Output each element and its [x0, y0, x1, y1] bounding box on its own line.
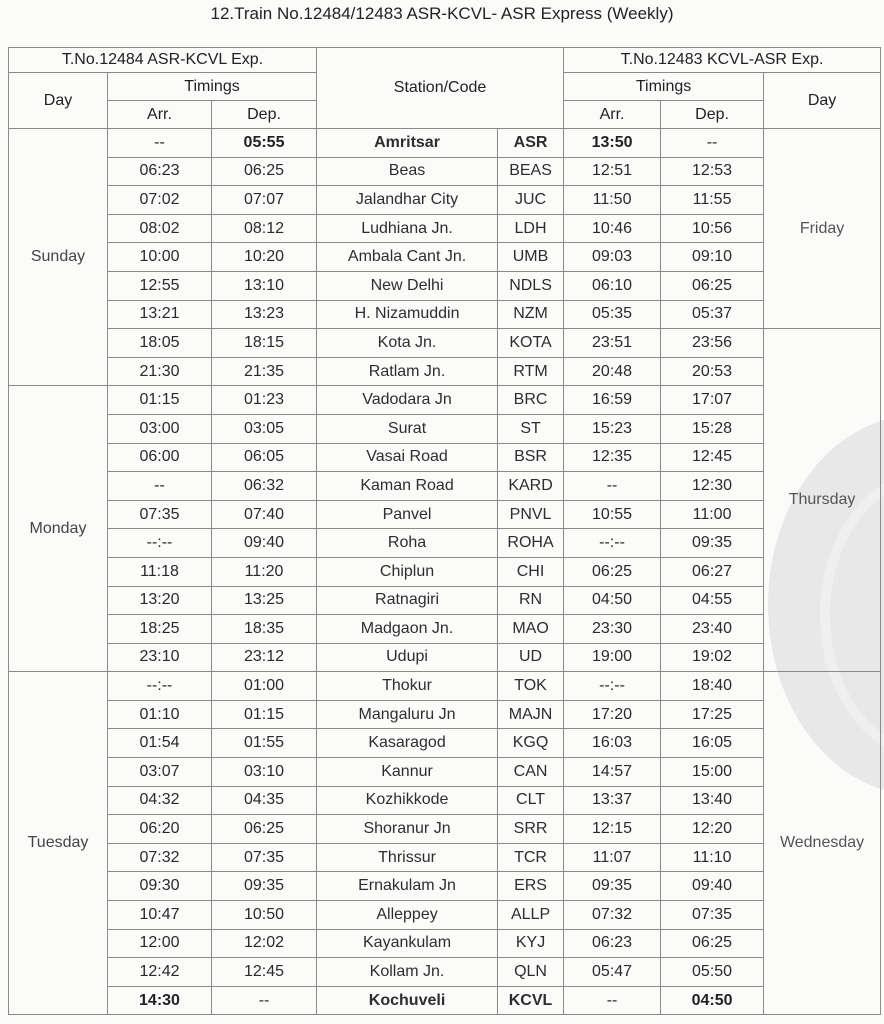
left-departure-time: 21:35 [212, 357, 317, 386]
station-code: KOTA [498, 329, 564, 358]
left-arrival-time: 01:15 [108, 386, 212, 415]
table-row [9, 586, 881, 615]
station-name: Roha [317, 529, 498, 558]
left-arrival-time: 07:35 [108, 500, 212, 529]
station-name: New Delhi [317, 271, 498, 300]
station-name: Kayankulam [317, 929, 498, 958]
table-row [9, 357, 881, 386]
station-code: UMB [498, 243, 564, 272]
left-departure-time: 07:40 [212, 500, 317, 529]
left-arrival-time: 06:00 [108, 443, 212, 472]
right-departure-time: 06:25 [661, 929, 764, 958]
table-row [9, 643, 881, 672]
right-arrival-time: 11:07 [564, 843, 661, 872]
left-arrival-time: 10:47 [108, 901, 212, 930]
left-departure-time: 18:35 [212, 615, 317, 644]
right-arrival-time: 17:20 [564, 700, 661, 729]
left-timings-header: Timings [108, 73, 317, 101]
left-arrival-time: 07:02 [108, 186, 212, 215]
right-day-header: Day [764, 73, 881, 129]
left-arrival-time: 21:30 [108, 357, 212, 386]
table-row [9, 500, 881, 529]
right-departure-time: 23:56 [661, 329, 764, 358]
left-departure-time: 06:25 [212, 157, 317, 186]
left-day-cell: Tuesday [9, 672, 108, 1015]
station-code: ROHA [498, 529, 564, 558]
station-code: ALLP [498, 901, 564, 930]
left-departure-time: 09:40 [212, 529, 317, 558]
left-departure-time: 07:07 [212, 186, 317, 215]
station-code: BSR [498, 443, 564, 472]
right-departure-time: 17:07 [661, 386, 764, 415]
right-departure-time: -- [661, 129, 764, 158]
right-arrival-time: 12:51 [564, 157, 661, 186]
station-code: KARD [498, 472, 564, 501]
right-arrival-time: 06:25 [564, 557, 661, 586]
left-day-cell: Sunday [9, 129, 108, 386]
right-departure-time: 19:02 [661, 643, 764, 672]
right-arrival-time: 09:03 [564, 243, 661, 272]
right-departure-time: 04:55 [661, 586, 764, 615]
left-arrival-time: 03:07 [108, 758, 212, 787]
left-departure-time: 03:10 [212, 758, 317, 787]
left-dep-header: Dep. [212, 101, 317, 129]
right-departure-time: 12:45 [661, 443, 764, 472]
left-departure-time: 03:05 [212, 414, 317, 443]
table-row [9, 929, 881, 958]
left-departure-time: 01:55 [212, 729, 317, 758]
station-name: Madgaon Jn. [317, 615, 498, 644]
left-departure-time: 13:25 [212, 586, 317, 615]
station-name: Ambala Cant Jn. [317, 243, 498, 272]
right-arrival-time: 07:32 [564, 901, 661, 930]
right-dep-header: Dep. [661, 101, 764, 129]
station-code-header: Station/Code [317, 48, 564, 129]
station-name: Ludhiana Jn. [317, 214, 498, 243]
left-arrival-time: 13:20 [108, 586, 212, 615]
left-arrival-time: 06:23 [108, 157, 212, 186]
left-departure-time: 08:12 [212, 214, 317, 243]
right-arrival-time: 05:47 [564, 958, 661, 987]
page-title: 12.Train No.12484/12483 ASR-KCVL- ASR Express (Weekly) [210, 4, 674, 23]
right-departure-time: 13:40 [661, 786, 764, 815]
table-row [9, 329, 881, 358]
right-arrival-time: 13:37 [564, 786, 661, 815]
table-row [9, 271, 881, 300]
right-departure-time: 11:10 [661, 843, 764, 872]
right-departure-time: 09:35 [661, 529, 764, 558]
station-code: TOK [498, 672, 564, 701]
left-arrival-time: 03:00 [108, 414, 212, 443]
right-arrival-time: 04:50 [564, 586, 661, 615]
station-name: Panvel [317, 500, 498, 529]
right-departure-time: 15:00 [661, 758, 764, 787]
table-row [9, 157, 881, 186]
right-departure-time: 15:28 [661, 414, 764, 443]
station-name: Amritsar [317, 129, 498, 158]
right-departure-time: 05:37 [661, 300, 764, 329]
right-day-cell: Thursday [764, 329, 881, 672]
station-name: Kaman Road [317, 472, 498, 501]
station-code: QLN [498, 958, 564, 987]
left-arrival-time: --:-- [108, 529, 212, 558]
station-name: H. Nizamuddin [317, 300, 498, 329]
table-row [9, 414, 881, 443]
left-arrival-time: 06:20 [108, 815, 212, 844]
station-code: NZM [498, 300, 564, 329]
left-departure-time: 10:20 [212, 243, 317, 272]
left-arrival-time: 10:00 [108, 243, 212, 272]
table-row [9, 700, 881, 729]
station-name: Vasai Road [317, 443, 498, 472]
left-departure-time: 12:02 [212, 929, 317, 958]
right-departure-time: 11:55 [661, 186, 764, 215]
table-row [9, 758, 881, 787]
right-arr-header: Arr. [564, 101, 661, 129]
left-arrival-time: 07:32 [108, 843, 212, 872]
left-arrival-time: 14:30 [108, 986, 212, 1015]
left-departure-time: 09:35 [212, 872, 317, 901]
right-arrival-time: 11:50 [564, 186, 661, 215]
timetable [8, 47, 881, 1015]
station-code: ERS [498, 872, 564, 901]
station-name: Udupi [317, 643, 498, 672]
station-code: TCR [498, 843, 564, 872]
left-departure-time: 11:20 [212, 557, 317, 586]
left-departure-time: 13:23 [212, 300, 317, 329]
left-arrival-time: 12:42 [108, 958, 212, 987]
station-name: Thokur [317, 672, 498, 701]
right-arrival-time: -- [564, 472, 661, 501]
table-row [9, 300, 881, 329]
left-departure-time: 05:55 [212, 129, 317, 158]
left-arrival-time: --:-- [108, 672, 212, 701]
station-code: BEAS [498, 157, 564, 186]
left-arrival-time: 01:10 [108, 700, 212, 729]
right-arrival-time: 10:46 [564, 214, 661, 243]
right-timings-header: Timings [564, 73, 764, 101]
station-code: KGQ [498, 729, 564, 758]
left-departure-time: 10:50 [212, 901, 317, 930]
table-row [9, 986, 881, 1015]
right-arrival-time: 05:35 [564, 300, 661, 329]
right-departure-time: 23:40 [661, 615, 764, 644]
left-arrival-time: 11:18 [108, 557, 212, 586]
right-arrival-time: --:-- [564, 672, 661, 701]
right-arrival-time: 16:59 [564, 386, 661, 415]
left-departure-time: 06:05 [212, 443, 317, 472]
station-name: Jalandhar City [317, 186, 498, 215]
right-day-cell: Friday [764, 129, 881, 329]
left-departure-time: 06:25 [212, 815, 317, 844]
right-arrival-time: 14:57 [564, 758, 661, 787]
station-code: RTM [498, 357, 564, 386]
right-day-cell: Wednesday [764, 672, 881, 1015]
station-name: Shoranur Jn [317, 815, 498, 844]
station-name: Surat [317, 414, 498, 443]
right-departure-time: 12:20 [661, 815, 764, 844]
right-arrival-time: 16:03 [564, 729, 661, 758]
right-departure-time: 17:25 [661, 700, 764, 729]
table-row [9, 872, 881, 901]
left-arrival-time: 12:00 [108, 929, 212, 958]
left-departure-time: 01:23 [212, 386, 317, 415]
right-departure-time: 12:30 [661, 472, 764, 501]
station-code: MAJN [498, 700, 564, 729]
station-code: LDH [498, 214, 564, 243]
table-row [9, 786, 881, 815]
station-name: Beas [317, 157, 498, 186]
right-arrival-time: 12:35 [564, 443, 661, 472]
table-row [9, 529, 881, 558]
station-name: Chiplun [317, 557, 498, 586]
left-arrival-time: 13:21 [108, 300, 212, 329]
right-departure-time: 09:10 [661, 243, 764, 272]
right-arrival-time: 06:10 [564, 271, 661, 300]
station-name: Kozhikkode [317, 786, 498, 815]
table-row [9, 557, 881, 586]
station-code: NDLS [498, 271, 564, 300]
left-arrival-time: 23:10 [108, 643, 212, 672]
right-arrival-time: 06:23 [564, 929, 661, 958]
right-arrival-time: 10:55 [564, 500, 661, 529]
station-code: CLT [498, 786, 564, 815]
station-code: PNVL [498, 500, 564, 529]
right-departure-time: 09:40 [661, 872, 764, 901]
station-code: CAN [498, 758, 564, 787]
station-code: SRR [498, 815, 564, 844]
right-arrival-time: 23:30 [564, 615, 661, 644]
left-departure-time: 01:00 [212, 672, 317, 701]
right-arrival-time: 13:50 [564, 129, 661, 158]
right-arrival-time: 19:00 [564, 643, 661, 672]
left-arrival-time: 08:02 [108, 214, 212, 243]
station-name: Vadodara Jn [317, 386, 498, 415]
right-arrival-time: 12:15 [564, 815, 661, 844]
station-code: KYJ [498, 929, 564, 958]
table-row [9, 443, 881, 472]
table-row [9, 472, 881, 501]
station-name: Ernakulam Jn [317, 872, 498, 901]
station-code: ASR [498, 129, 564, 158]
left-departure-time: 01:15 [212, 700, 317, 729]
left-day-cell: Monday [9, 386, 108, 672]
left-arrival-time: 09:30 [108, 872, 212, 901]
station-name: Thrissur [317, 843, 498, 872]
station-code: KCVL [498, 986, 564, 1015]
station-name: Kota Jn. [317, 329, 498, 358]
station-name: Kasaragod [317, 729, 498, 758]
table-row [9, 672, 881, 701]
left-day-header: Day [9, 73, 108, 129]
left-arrival-time: 18:05 [108, 329, 212, 358]
table-row [9, 243, 881, 272]
left-train-header: T.No.12484 ASR-KCVL Exp. [9, 48, 317, 73]
left-arrival-time: 04:32 [108, 786, 212, 815]
station-code: ST [498, 414, 564, 443]
right-departure-time: 05:50 [661, 958, 764, 987]
table-row [9, 129, 881, 158]
station-name: Kochuveli [317, 986, 498, 1015]
right-departure-time: 12:53 [661, 157, 764, 186]
left-departure-time: 23:12 [212, 643, 317, 672]
station-code: MAO [498, 615, 564, 644]
station-name: Ratlam Jn. [317, 357, 498, 386]
left-departure-time: -- [212, 986, 317, 1015]
left-departure-time: 13:10 [212, 271, 317, 300]
station-code: UD [498, 643, 564, 672]
right-train-header: T.No.12483 KCVL-ASR Exp. [564, 48, 881, 73]
station-name: Mangaluru Jn [317, 700, 498, 729]
left-arrival-time: 12:55 [108, 271, 212, 300]
table-row [9, 958, 881, 987]
station-name: Alleppey [317, 901, 498, 930]
right-arrival-time: 20:48 [564, 357, 661, 386]
station-code: BRC [498, 386, 564, 415]
left-arrival-time: 01:54 [108, 729, 212, 758]
right-departure-time: 11:00 [661, 500, 764, 529]
table-row [9, 615, 881, 644]
left-departure-time: 06:32 [212, 472, 317, 501]
right-arrival-time: 09:35 [564, 872, 661, 901]
table-row [9, 901, 881, 930]
right-departure-time: 20:53 [661, 357, 764, 386]
table-row [9, 186, 881, 215]
table-row [9, 815, 881, 844]
right-arrival-time: -- [564, 986, 661, 1015]
right-departure-time: 06:27 [661, 557, 764, 586]
left-arrival-time: 18:25 [108, 615, 212, 644]
table-row [9, 214, 881, 243]
right-departure-time: 04:50 [661, 986, 764, 1015]
right-departure-time: 10:56 [661, 214, 764, 243]
left-departure-time: 04:35 [212, 786, 317, 815]
left-arrival-time: -- [108, 472, 212, 501]
right-departure-time: 16:05 [661, 729, 764, 758]
station-code: CHI [498, 557, 564, 586]
left-arrival-time: -- [108, 129, 212, 158]
station-name: Ratnagiri [317, 586, 498, 615]
table-row [9, 729, 881, 758]
right-arrival-time: --:-- [564, 529, 661, 558]
right-departure-time: 07:35 [661, 901, 764, 930]
right-departure-time: 18:40 [661, 672, 764, 701]
left-arr-header: Arr. [108, 101, 212, 129]
station-name: Kollam Jn. [317, 958, 498, 987]
table-row [9, 843, 881, 872]
left-departure-time: 07:35 [212, 843, 317, 872]
station-code: JUC [498, 186, 564, 215]
station-code: RN [498, 586, 564, 615]
right-departure-time: 06:25 [661, 271, 764, 300]
station-name: Kannur [317, 758, 498, 787]
left-departure-time: 18:15 [212, 329, 317, 358]
left-departure-time: 12:45 [212, 958, 317, 987]
table-row [9, 386, 881, 415]
right-arrival-time: 15:23 [564, 414, 661, 443]
right-arrival-time: 23:51 [564, 329, 661, 358]
